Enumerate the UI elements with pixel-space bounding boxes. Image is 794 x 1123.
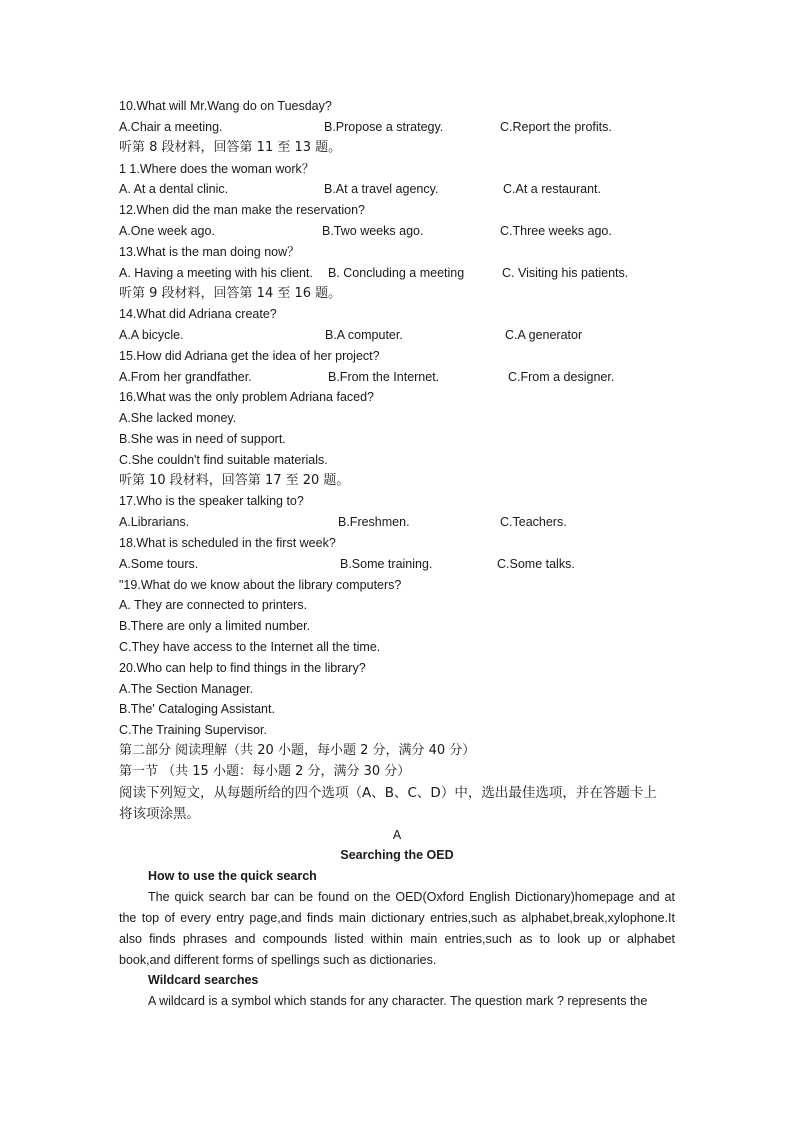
q11-option-b: B.At a travel agency. bbox=[324, 182, 439, 196]
material-8-instruction: 听第 8 段材料，回答第 11 至 13 题。 bbox=[119, 140, 342, 155]
q19-option-b: B.There are only a limited number. bbox=[119, 619, 311, 633]
q15-stem: 15.How did Adriana get the idea of her project? bbox=[119, 349, 380, 363]
q15-option-c: C.From a designer. bbox=[508, 370, 615, 384]
q16-stem: 16.What was the only problem Adriana faced? bbox=[119, 390, 375, 404]
q17-option-c: C.Teachers. bbox=[500, 515, 567, 529]
q18-option-b: B.Some training. bbox=[340, 557, 433, 571]
q20-option-c: C.The Training Supervisor. bbox=[119, 723, 267, 737]
part-2-heading: 第二部分 阅读理解（共 20 小题，每小题 2 分，满分 40 分） bbox=[119, 743, 476, 758]
q14-option-c: C.A generator bbox=[505, 328, 583, 342]
q16-option-c: C.She couldn't find suitable materials. bbox=[119, 453, 328, 467]
heading-quick-search: How to use the quick search bbox=[148, 869, 317, 883]
q12-option-c: C.Three weeks ago. bbox=[500, 224, 612, 238]
q12-stem: 12.When did the man make the reservation? bbox=[119, 203, 365, 217]
q12-option-a: A.One week ago. bbox=[119, 224, 215, 238]
q11-option-c: C.At a restaurant. bbox=[503, 182, 601, 196]
q19-option-a: A. They are connected to printers. bbox=[119, 598, 308, 612]
reading-instruction-line-1: 阅读下列短文，从每题所给的四个选项（A、B、C、D）中，选出最佳选项，并在答题卡上 bbox=[119, 785, 657, 801]
q18-stem: 18.What is scheduled in the first week? bbox=[119, 536, 336, 550]
q13-option-a: A. Having a meeting with his client. bbox=[119, 266, 313, 280]
passage-title: Searching the OED bbox=[340, 848, 454, 862]
q10-option-c: C.Report the profits. bbox=[500, 120, 612, 134]
reading-instruction-line-2: 将该项涂黑。 bbox=[119, 806, 200, 822]
q20-option-b: B.The' Cataloging Assistant. bbox=[119, 702, 275, 716]
q16-option-a: A.She lacked money. bbox=[119, 411, 237, 425]
q15-option-a: A.From her grandfather. bbox=[119, 370, 252, 384]
q10-option-b: B.Propose a strategy. bbox=[324, 120, 444, 134]
q17-option-b: B.Freshmen. bbox=[338, 515, 410, 529]
q14-option-b: B.A computer. bbox=[325, 328, 403, 342]
q12-option-b: B.Two weeks ago. bbox=[322, 224, 424, 238]
q16-option-b: B.She was in need of support. bbox=[119, 432, 286, 446]
q11-stem: 1 1.Where does the woman work？ bbox=[119, 162, 315, 176]
paragraph-quick-search: The quick search bar can be found on the OED(Oxford English Dictionary)homepage and at the top of every entry page,and finds main dictionary entries,such as alphabet,break,xylophone.It also finds phrases and compounds listed within main entries,such as to look up or alphabet book,and different forms of spellings such as dictionaries. bbox=[119, 890, 675, 967]
q13-option-c: C. Visiting his patients. bbox=[502, 266, 629, 280]
q10-stem: 10.What will Mr.Wang do on Tuesday? bbox=[119, 99, 332, 113]
q20-option-a: A.The Section Manager. bbox=[119, 682, 254, 696]
q10-option-a: A.Chair a meeting. bbox=[119, 120, 223, 134]
q14-option-a: A.A bicycle. bbox=[119, 328, 184, 342]
q14-stem: 14.What did Adriana create? bbox=[119, 307, 277, 321]
q17-option-a: A.Librarians. bbox=[119, 515, 190, 529]
q13-option-b: B. Concluding a meeting bbox=[328, 266, 465, 280]
q19-stem: "19.What do we know about the library computers? bbox=[119, 578, 402, 592]
q18-option-c: C.Some talks. bbox=[497, 557, 575, 571]
paragraph-wildcard: A wildcard is a symbol which stands for any character. The question mark ? represents the bbox=[148, 994, 648, 1008]
material-10-instruction: 听第 10 段材料，回答第 17 至 20 题。 bbox=[119, 473, 350, 488]
q18-option-a: A.Some tours. bbox=[119, 557, 199, 571]
section-1-heading: 第一节 （共 15 小题：每小题 2 分，满分 30 分） bbox=[119, 764, 411, 779]
q17-stem: 17.Who is the speaker talking to? bbox=[119, 494, 304, 508]
heading-wildcard-searches: Wildcard searches bbox=[148, 973, 259, 987]
passage-letter: A bbox=[392, 828, 402, 842]
q13-stem: 13.What is the man doing now？ bbox=[119, 245, 300, 259]
material-9-instruction: 听第 9 段材料，回答第 14 至 16 题。 bbox=[119, 286, 342, 301]
q11-option-a: A. At a dental clinic. bbox=[119, 182, 229, 196]
q20-stem: 20.Who can help to find things in the library? bbox=[119, 661, 366, 675]
q15-option-b: B.From the Internet. bbox=[328, 370, 440, 384]
q19-option-c: C.They have access to the Internet all the time. bbox=[119, 640, 381, 654]
